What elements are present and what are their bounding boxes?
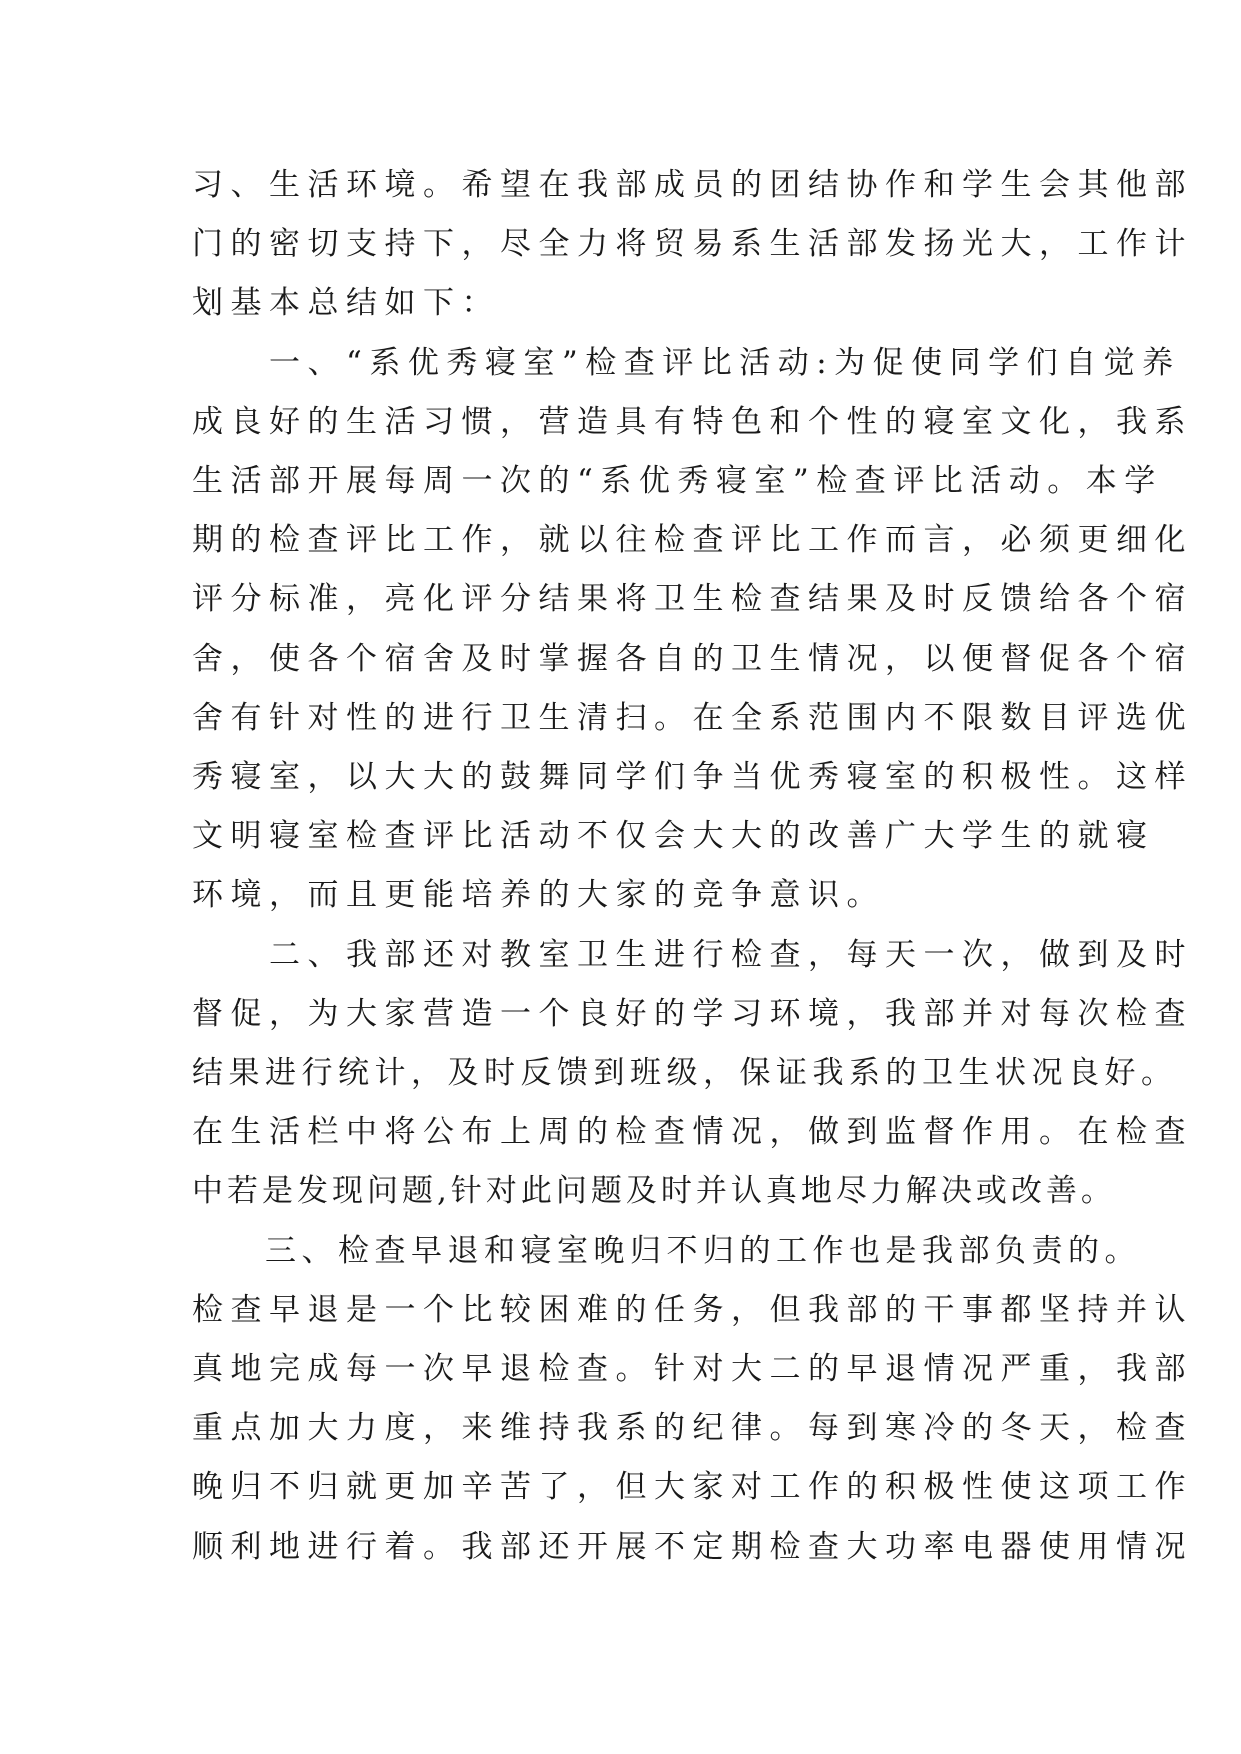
text-line: 晚归不归就更加辛苦了，但大家对工作的积极性使这项工作 xyxy=(192,1469,1193,1505)
text-line: 真地完成每一次早退检查。针对大二的早退情况严重，我部 xyxy=(192,1351,1193,1387)
text-line: 督促，为大家营造一个良好的学习环境，我部并对每次检查 xyxy=(192,996,1193,1032)
text-line: 二、我部还对教室卫生进行检查，每天一次，做到及时 xyxy=(192,937,1193,973)
text-line: 在生活栏中将公布上周的检查情况，做到监督作用。在检查 xyxy=(192,1114,1193,1150)
text-line: 成良好的生活习惯，营造具有特色和个性的寝室文化，我系 xyxy=(192,404,1193,440)
text-line: 习、生活环境。希望在我部成员的团结协作和学生会其他部 xyxy=(192,167,1193,203)
text-line: 检查早退是一个比较困难的任务，但我部的干事都坚持并认 xyxy=(192,1292,1193,1328)
text-line: 环境，而且更能培养的大家的竞争意识。 xyxy=(192,877,885,913)
text-line: 顺利地进行着。我部还开展不定期检查大功率电器使用情况 xyxy=(192,1529,1193,1565)
text-line: 生活部开展每周一次的“系优秀寝室”检查评比活动。本学 xyxy=(192,463,1163,499)
text-line: 舍，使各个宿舍及时掌握各自的卫生情况，以便督促各个宿 xyxy=(192,641,1193,677)
text-line: 门的密切支持下，尽全力将贸易系生活部发扬光大，工作计 xyxy=(192,226,1193,262)
text-line: 评分标准，亮化评分结果将卫生检查结果及时反馈给各个宿 xyxy=(192,581,1193,617)
text-line: 文明寝室检查评比活动不仅会大大的改善广大学生的就寝 xyxy=(192,818,1155,854)
text-line: 秀寝室，以大大的鼓舞同学们争当优秀寝室的积极性。这样 xyxy=(192,759,1193,795)
text-line: 舍有针对性的进行卫生清扫。在全系范围内不限数目评选优 xyxy=(192,700,1193,736)
text-line: 期的检查评比工作，就以往检查评比工作而言，必须更细化 xyxy=(192,522,1193,558)
text-line: 三、检查早退和寝室晚归不归的工作也是我部负责的。 xyxy=(192,1233,1141,1269)
text-line: 一、“系优秀寝室”检查评比活动:为促使同学们自觉养 xyxy=(192,345,1181,381)
text-line: 划基本总结如下： xyxy=(192,285,500,321)
text-line: 中若是发现问题,针对此问题及时并认真地尽力解决或改善。 xyxy=(192,1173,1116,1209)
text-line: 结果进行统计，及时反馈到班级，保证我系的卫生状况良好。 xyxy=(192,1055,1178,1091)
text-line: 重点加大力度，来维持我系的纪律。每到寒冷的冬天，检查 xyxy=(192,1410,1193,1446)
